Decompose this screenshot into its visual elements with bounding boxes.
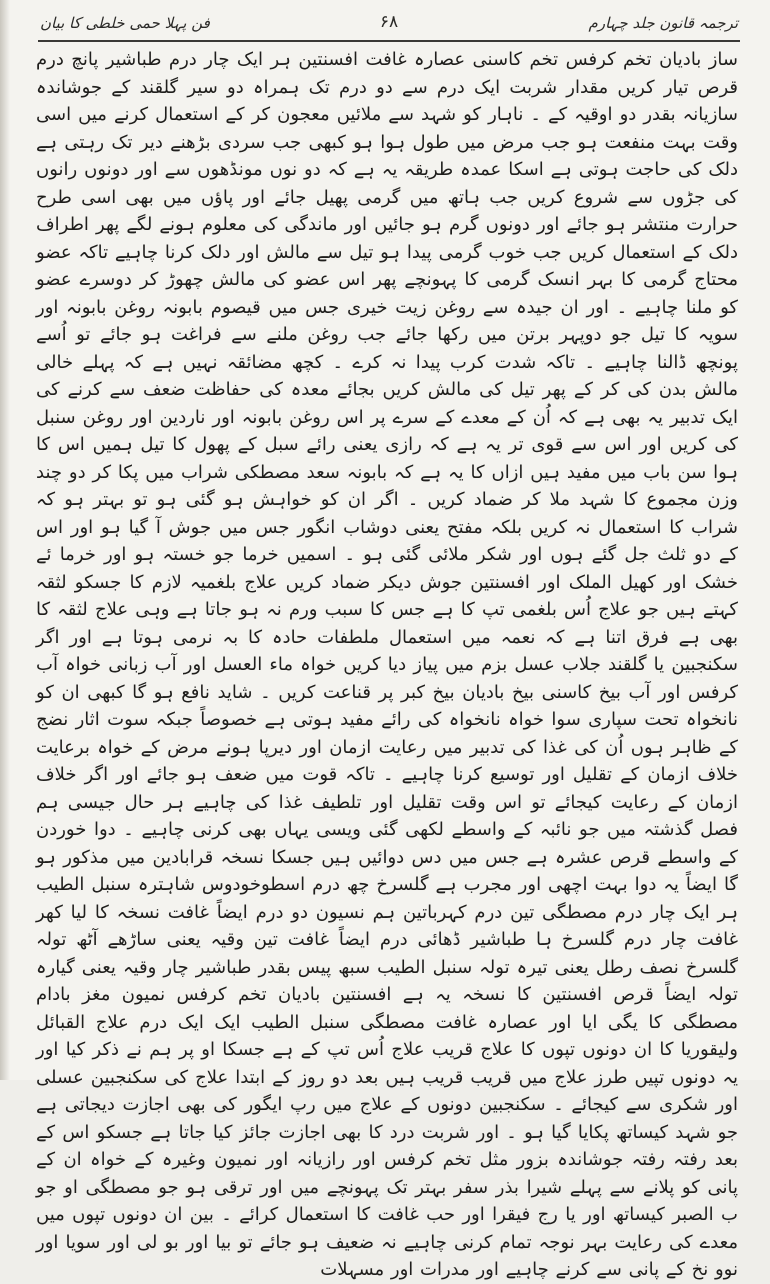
page-header (40, 10, 738, 40)
header-rule (38, 40, 740, 42)
book-title: ترجمہ قانون جلد چہارم (588, 14, 738, 32)
section-title: فن پہلا حمی خلطی کا بیان (40, 14, 210, 32)
page-number: ۶۸ (379, 12, 399, 32)
body-paragraph: ساز بادیان تخم کرفس تخم کاسنی عصارہ غافت افسنتین ہر ایک چار درم طباشیر پانچ درم قرص تیار کریں مقدار شربت ایک درم سے دو درم تک ہمراہ دو سیر گلقند کے جوشاندہ سازیانہ بقدر دو اوقیہ کے ۔ ناہار کو شہد سے ملائیں معجون کر کے استعمال کرنے میں اسی وقت بہت منفعت ہو جب مرض میں طول ہوا ہو کبھی جب سردی بڑھنے دیر تک رہتی ہے دلک کی حاجت ہوتی ہے اسکا عمدہ طریقہ یہ ہے کہ دو نوں مونڈھوں سے اور دونوں رانوں کی جڑوں سے شروع کریں جب ہاتھ میں گرمی پھیل جائے اور پاؤں میں بھی اسی طرح حرارت منتشر ہو جائے اور دونوں گرم ہو جائیں اور ماندگی کی معلوم ہونے لگے پھر اطراف دلک کے استعمال کریں جب خوب گرمی پیدا ہو تیل سے مالش اور دلک کرنا چاہیے تاکہ عضو محتاج گرمی کا بہر انسک گرمی کا پہونچے پھر اس عضو کی مالش چھوڑ کر دوسرے عضو کو ملنا چاہیے ۔ اور ان جیدہ سے روغن زیت خیری جس میں قیصوم بابونہ روغن بابونہ اور سویہ کا تیل جو دوپہر برتن میں رکھا جائے جب روغن ملنے سے فراغت ہو جائے تو اُسے پونچھ ڈالنا چاہیے ۔ تاکہ شدت کرب پیدا نہ کرے ۔ کچھ مضائقہ نہیں ہے کہ پہلے خالی مالش بدن کی کر کے پھر تیل کی مالش کریں بجائے معدہ کی حفاظت ضعف سے کرنے کی ایک تدبیر یہ بھی ہے کہ اُن کے معدے کے سرے پر اس روغن بابونہ اور ناردین اور روغن سنبل کی کریں اور اس سے قوی تر یہ ہے کہ رازی یعنی رائے سبل کے پھول کا تیل ہمیں اس کا ہوا سن باب میں مفید ہیں ازاں کا یہ ہے کہ بابونہ سعد مصطکی شراب میں پکا کر دو چند وزن مجموع کا شہد ملا کر ضماد کریں ۔ اگر ان کو خواہش ہو گئی ہو تو بہتر ہو کہ شراب کا استعمال نہ کریں بلکہ مفتح یعنی دوشاب انگور جس میں جوش آ گیا ہو اور اس کے دو ثلث جل گئے ہوں اور شکر ملائی گئی ہو ۔ اسمیں خرما جو خستہ ہو اور خرما ئے خشک اور کھیل الملک اور افسنتین جوش دیکر ضماد کریں علاج بلغمیہ لازم کا جسکو لثقہ کہتے ہیں جو علاج اُس بلغمی تپ کا ہے جس کا سبب ورم نہ ہو جاتا ہے وہی علاج لثقہ کا بھی ہے فرق اتنا ہے کہ نعمہ میں استعمال ملطفات حادہ کا بہ نرمی ہوتا ہے اور اگر سکنجبین یا گلقند جلاب عسل بزم میں پیاز دیا کریں خواہ ماء العسل اور آب زبانی خواہ آب کرفس اور آب بیخ کاسنی بیخ بادیان بیخ کبر پر قناعت کریں ۔ شاید نافع ہو گا کبھی ان کو نانخواہ تحت سپاری سوا خواہ نانخواہ کی رائے مفید ہوتی ہے خصوصاً جبکہ سوت اثار نضج کے ظاہر ہوں اُن کی غذا کی تدبیر میں رعایت ازمان اور دیرپا ہونے مرض کے خواہ برعایت خلاف ازمان کے تقلیل اور توسیع کرنا چاہیے ۔ تاکہ قوت میں ضعف ہو جائے اور اگر خلاف ازمان کے رعایت کیجائے تو اس وقت تقلیل اور تلطیف غذا کی چاہیے ہر حال جیسی ہم فصل گذشتہ میں جو نائبہ کے واسطے لکھی گئی ویسی یہاں بھی کرنی چاہیے ۔ دوا خوردن کے واسطے قرص عشرہ ہے جس میں دس دوائیں ہیں جسکا نسخہ قرابادین میں مذکور ہو گا ایضاً یہ دوا بہت اچھی اور مجرب ہے گلسرخ چھ درم اسطوخودوس شاہترہ سنبل الطیب ہر ایک چار درم مصطگی تین درم کہرباتین ہم نسیون دو درم ایضاً غافت نسخہ کا لیا کھر غافت چار درم گلسرخ ہا طباشیر ڈھائی درم ایضاً غافت تین وقیہ یعنی ساڑھے آٹھ تولہ گلسرخ نصف رطل یعنی تیرہ تولہ سنبل الطیب سبھ پیس بقدر طباشیر چار وقیہ یعنی گیارہ تولہ ایضاً قرص افسنتین کا نسخہ یہ ہے افسنتین بادیان تخم کرفس نمیون مغز بادام مصطگی کا یگی ایا اور عصارہ غافت مصطگی سنبل الطیب ایک ایک درم علاج القبائل ولیقوریا کا ان دونوں تپوں کا علاج قریب علاج اُس تپ کے ہے جسکا او پر ہم نے ذکر کیا اور یہ دونوں تپیں طرز علاج میں قریب قریب ہیں بعد دو روز کے ابتدا علاج کی سکنجبین عسلی اور شکری سے کیجائے ۔ سکنجبین دونوں کے علاج میں رپ ایگور کی بھی اجازت دیجاتی ہے جو شہد کیساتھ پکایا گیا ہو ۔ اور شربت درد کا بھی اجازت جائز کیا جاتا ہے جسکو اس کے بعد رفتہ رفتہ جوشاندہ بزور مثل تخم کرفس اور رازیانہ اور نمیون وغیرہ کے خواہ ان کے پانی کو پلانے سے پہلے شیرا بذر سفر بہتر تک پہونچے میں اور ترقی ہو جو مصطگی او جو ب الصبر کیساتھ اور یا رج فیقرا اور حب غافت کا استعمال کرائے ۔ بین ان دونوں تپوں میں معدے کی رعایت بہر نوجہ تمام کرنی چاہیے نہ ضعیف ہو جائے تو بیا اور بو لی اور سویا اور نوو نخ کے پانی سے کرنے چاہیے اور مدرات اور مسہلات (36, 49, 738, 1280)
body-text-block (36, 46, 738, 1280)
